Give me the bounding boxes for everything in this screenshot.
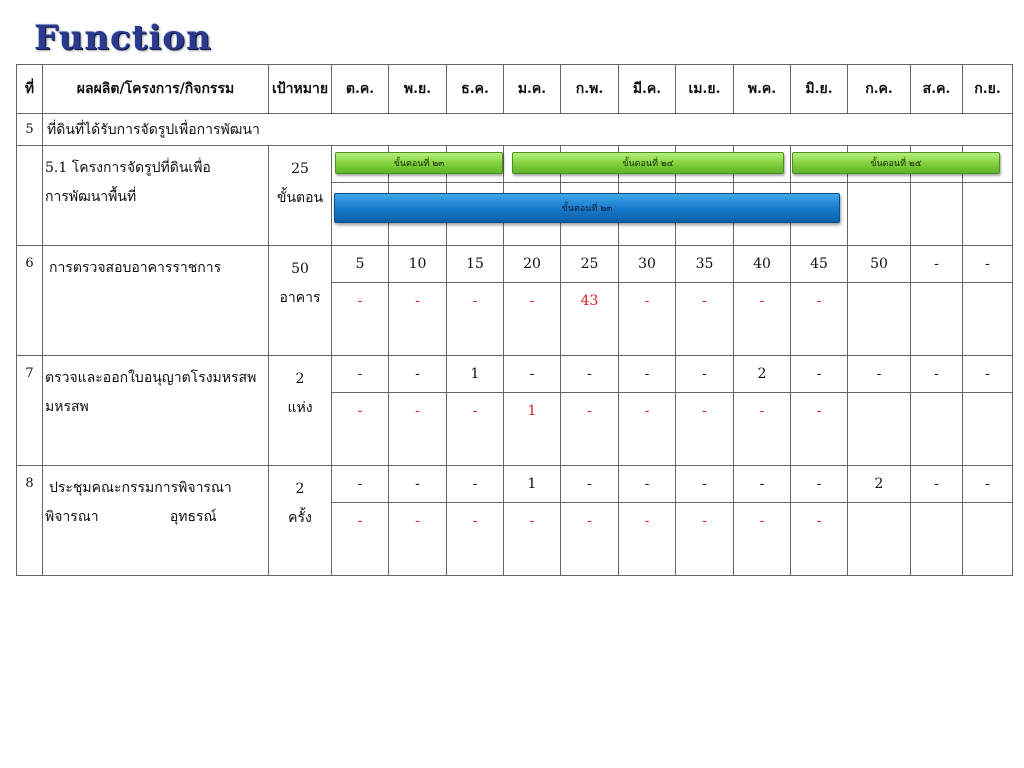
plan-cell: 25 — [561, 246, 619, 283]
plan-cell: - — [848, 356, 911, 393]
actual-cell: - — [332, 503, 389, 576]
plan-cell: 45 — [791, 246, 848, 283]
header-month: มี.ค. — [619, 65, 676, 114]
plan-table — [16, 64, 1013, 576]
header-month: มิ.ย. — [791, 65, 848, 114]
actual-bar-step-23: ขั้นตอนที่ ๒๓ — [334, 193, 840, 223]
plan-cell: - — [332, 356, 389, 393]
plan-cell: - — [911, 356, 963, 393]
actual-cell: - — [676, 503, 734, 576]
plan-cell: - — [619, 356, 676, 393]
actual-cell: - — [734, 393, 791, 466]
table-row — [17, 246, 1013, 283]
plan-cell: - — [963, 356, 1013, 393]
actual-cell — [848, 283, 911, 356]
plan-cell: - — [734, 466, 791, 503]
actual-cell — [848, 503, 911, 576]
header-item: ผลผลิต/โครงการ/กิจกรรม — [43, 65, 269, 114]
plan-cell: - — [561, 356, 619, 393]
actual-cell: - — [619, 503, 676, 576]
plan-cell: - — [791, 466, 848, 503]
plan-cell: 30 — [619, 246, 676, 283]
page-title: Function — [34, 18, 212, 58]
plan-cell: 40 — [734, 246, 791, 283]
plan-cell: - — [911, 466, 963, 503]
plan-cell: - — [676, 356, 734, 393]
header-month: ม.ค. — [504, 65, 561, 114]
plan-cell: - — [389, 466, 447, 503]
actual-cell: - — [676, 283, 734, 356]
plan-cell: - — [676, 466, 734, 503]
actual-cell: - — [676, 393, 734, 466]
header-row — [17, 65, 1013, 114]
plan-cell: 10 — [389, 246, 447, 283]
plan-bar-step-24: ขั้นตอนที่ ๒๔ — [512, 152, 784, 174]
plan-cell: 35 — [676, 246, 734, 283]
actual-cell: - — [734, 283, 791, 356]
header-no: ที่ — [17, 65, 43, 114]
plan-cell: - — [963, 246, 1013, 283]
actual-cell — [963, 503, 1013, 576]
actual-cell: - — [332, 283, 389, 356]
actual-cell: - — [389, 503, 447, 576]
plan-cell: 15 — [447, 246, 504, 283]
actual-cell: - — [561, 393, 619, 466]
header-month: ส.ค. — [911, 65, 963, 114]
actual-cell: - — [791, 503, 848, 576]
table-row — [17, 356, 1013, 393]
plan-cell: - — [389, 356, 447, 393]
plan-cell: - — [332, 466, 389, 503]
section-no: 5 — [17, 114, 43, 146]
plan-cell: 2 — [734, 356, 791, 393]
plan-cell: - — [619, 466, 676, 503]
actual-cell: - — [447, 283, 504, 356]
actual-cell: 43 — [561, 283, 619, 356]
table-row — [17, 466, 1013, 503]
actual-cell — [848, 393, 911, 466]
plan-cell: 1 — [447, 356, 504, 393]
item-target: 2 แห่ง — [269, 356, 332, 466]
plan-cell: 20 — [504, 246, 561, 283]
plan-bar-step-25: ขั้นตอนที่ ๒๕ — [792, 152, 1000, 174]
header-month: ต.ค. — [332, 65, 389, 114]
actual-cell — [963, 393, 1013, 466]
section-row — [17, 114, 1013, 146]
plan-cell: 5 — [332, 246, 389, 283]
actual-cell — [911, 393, 963, 466]
item-target: 25 ขั้นตอน — [269, 146, 332, 246]
header-month: พ.ค. — [734, 65, 791, 114]
actual-cell: - — [447, 393, 504, 466]
header-month: ธ.ค. — [447, 65, 504, 114]
plan-cell: - — [504, 356, 561, 393]
actual-cell: - — [447, 503, 504, 576]
actual-cell: - — [504, 503, 561, 576]
actual-cell — [963, 283, 1013, 356]
actual-cell: - — [389, 393, 447, 466]
actual-cell: - — [791, 393, 848, 466]
row-no: 8 — [17, 466, 43, 576]
plan-cell: 1 — [504, 466, 561, 503]
plan-bar-step-23: ขั้นตอนที่ ๒๓ — [335, 152, 503, 174]
item-name: ตรวจและออกใบอนุญาตโรงมหรสพ มหรสพ — [43, 356, 269, 466]
header-month: ก.ค. — [848, 65, 911, 114]
plan-cell: - — [911, 246, 963, 283]
header-month: ก.พ. — [561, 65, 619, 114]
header-month: พ.ย. — [389, 65, 447, 114]
actual-cell: - — [332, 393, 389, 466]
header-target: เป้าหมาย — [269, 65, 332, 114]
plan-cell: - — [963, 466, 1013, 503]
actual-cell: - — [619, 283, 676, 356]
plan-cell: - — [791, 356, 848, 393]
actual-cell: - — [734, 503, 791, 576]
item-target: 2 ครั้ง — [269, 466, 332, 576]
row-no: 7 — [17, 356, 43, 466]
row-no: 6 — [17, 246, 43, 356]
actual-cell — [911, 283, 963, 356]
actual-cell: - — [619, 393, 676, 466]
actual-cell: - — [561, 503, 619, 576]
plan-cell: - — [447, 466, 504, 503]
header-month: เม.ย. — [676, 65, 734, 114]
plan-cell: 2 — [848, 466, 911, 503]
plan-cell: - — [561, 466, 619, 503]
item-name: ประชุมคณะกรรมการพิจารณา พิจารณา อุทธรณ์ — [43, 466, 269, 576]
actual-cell: - — [389, 283, 447, 356]
item-name: การตรวจสอบอาคารราชการ — [43, 246, 269, 356]
section-title: ที่ดินที่ได้รับการจัดรูปเพื่อการพัฒนา — [43, 114, 1013, 146]
item-name: 5.1 โครงการจัดรูปที่ดินเพื่อ การพัฒนาพื้นที่ — [43, 146, 269, 246]
actual-cell: 1 — [504, 393, 561, 466]
item-target: 50 อาคาร — [269, 246, 332, 356]
plan-cell: 50 — [848, 246, 911, 283]
header-month: ก.ย. — [963, 65, 1013, 114]
actual-cell: - — [791, 283, 848, 356]
actual-cell: - — [504, 283, 561, 356]
actual-cell — [911, 503, 963, 576]
